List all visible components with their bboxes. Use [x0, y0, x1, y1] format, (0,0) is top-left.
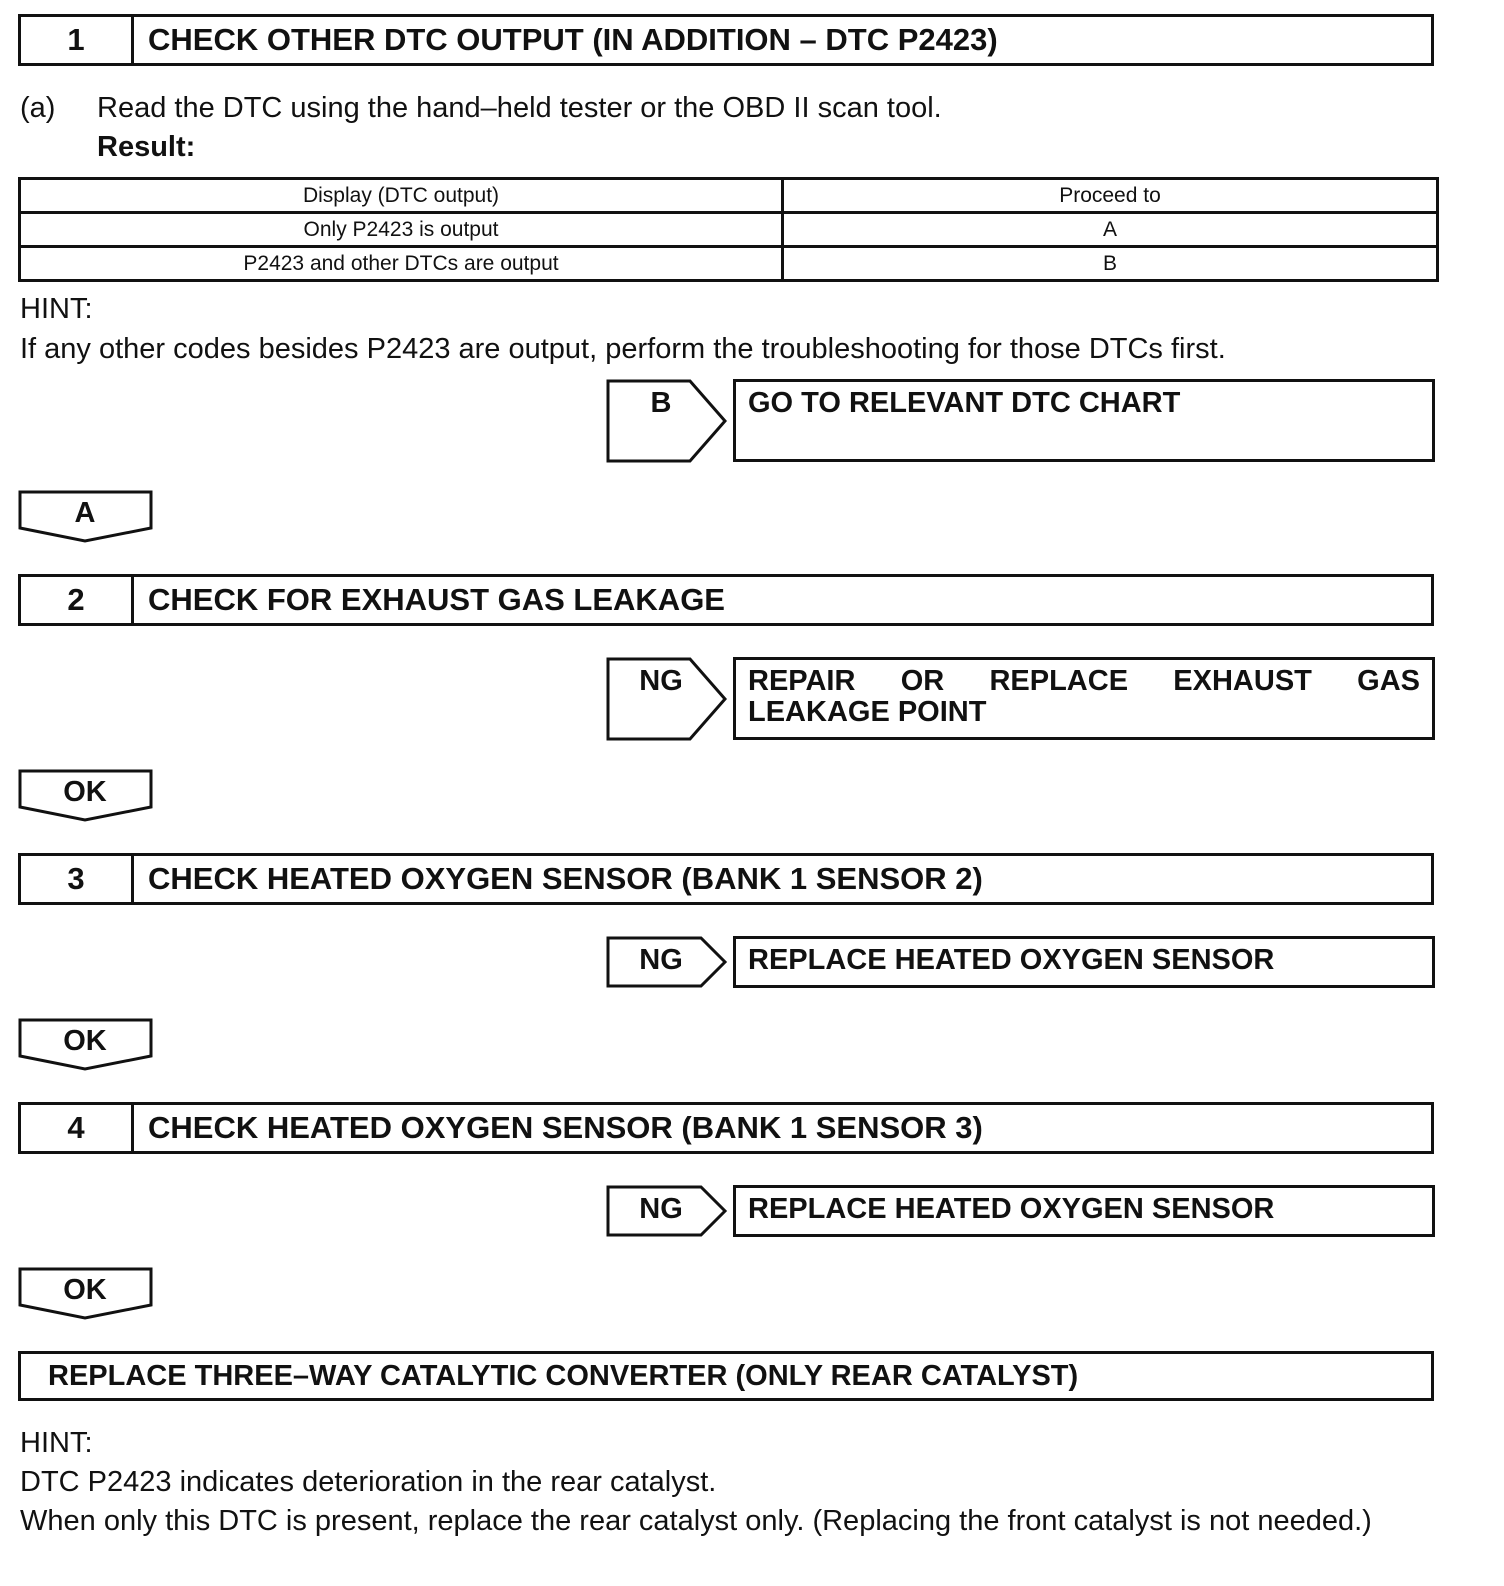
step-4-ng-action: REPLACE HEATED OXYGEN SENSOR [733, 1185, 1435, 1237]
table-cell: B [783, 247, 1438, 281]
step-1-hint-label: HINT: [20, 293, 93, 325]
step-2-number: 2 [21, 577, 134, 623]
step-1-number: 1 [21, 17, 134, 63]
final-hint-label: HINT: [20, 1427, 93, 1459]
table-row [20, 213, 1438, 247]
step-4-ok-arrow [18, 1267, 154, 1321]
continue-a-label: A [74, 497, 96, 529]
branch-b-action: GO TO RELEVANT DTC CHART [733, 379, 1435, 462]
step-4-title: CHECK HEATED OXYGEN SENSOR (BANK 1 SENSOR 3) [148, 1110, 983, 1145]
table-header-cell: Display (DTC output) [20, 179, 783, 213]
step-1-item-label: (a) [20, 92, 56, 124]
step-3-ok-label: OK [63, 1025, 107, 1057]
step-1-hint-text: If any other codes besides P2423 are output, perform the troubleshooting for those DTCs first. [20, 333, 1226, 365]
step-2-ok-label: OK [63, 776, 107, 808]
table-header-cell: Proceed to [783, 179, 1438, 213]
table-cell: A [783, 213, 1438, 247]
step-3-title: CHECK HEATED OXYGEN SENSOR (BANK 1 SENSOR 2) [148, 861, 983, 896]
step-4-ng-label: NG [639, 1193, 683, 1225]
continue-a-arrow [18, 490, 154, 544]
step-3-ng-action: REPLACE HEATED OXYGEN SENSOR [733, 936, 1435, 988]
result-label: Result: [97, 131, 196, 163]
final-action-box: REPLACE THREE–WAY CATALYTIC CONVERTER (ONLY REAR CATALYST) [18, 1351, 1434, 1401]
step-4-number: 4 [21, 1105, 134, 1151]
table-cell: Only P2423 is output [20, 213, 783, 247]
final-hint-line-1: DTC P2423 indicates deterioration in the rear catalyst. [20, 1466, 717, 1498]
step-1-header [18, 14, 1434, 66]
step-3-ng-arrow [606, 936, 728, 988]
step-2-title: CHECK FOR EXHAUST GAS LEAKAGE [148, 582, 725, 617]
step-4-ng-arrow [606, 1185, 728, 1237]
step-3-ng-label: NG [639, 944, 683, 976]
branch-b-arrow [606, 379, 728, 463]
table-header-row [20, 179, 1438, 213]
step-2-header [18, 574, 1434, 626]
table-cell: P2423 and other DTCs are output [20, 247, 783, 281]
step-4-header [18, 1102, 1434, 1154]
branch-b-label: B [650, 387, 672, 419]
result-table [18, 177, 1439, 282]
final-hint-line-2: When only this DTC is present, replace the rear catalyst only. (Replacing the front catalyst is not needed.) [20, 1505, 1372, 1537]
step-3-header [18, 853, 1434, 905]
step-3-number: 3 [21, 856, 134, 902]
step-4-ok-label: OK [63, 1274, 107, 1306]
step-2-ng-label: NG [639, 665, 683, 697]
step-2-ng-action: REPAIR OR REPLACE EXHAUST GAS LEAKAGE POINT [733, 657, 1435, 740]
step-3-ok-arrow [18, 1018, 154, 1072]
step-1-title: CHECK OTHER DTC OUTPUT (IN ADDITION – DTC P2423) [148, 22, 998, 57]
step-2-ng-arrow [606, 657, 728, 741]
table-row [20, 247, 1438, 281]
step-1-item-text: Read the DTC using the hand–held tester or the OBD II scan tool. [97, 92, 942, 124]
step-2-ok-arrow [18, 769, 154, 823]
